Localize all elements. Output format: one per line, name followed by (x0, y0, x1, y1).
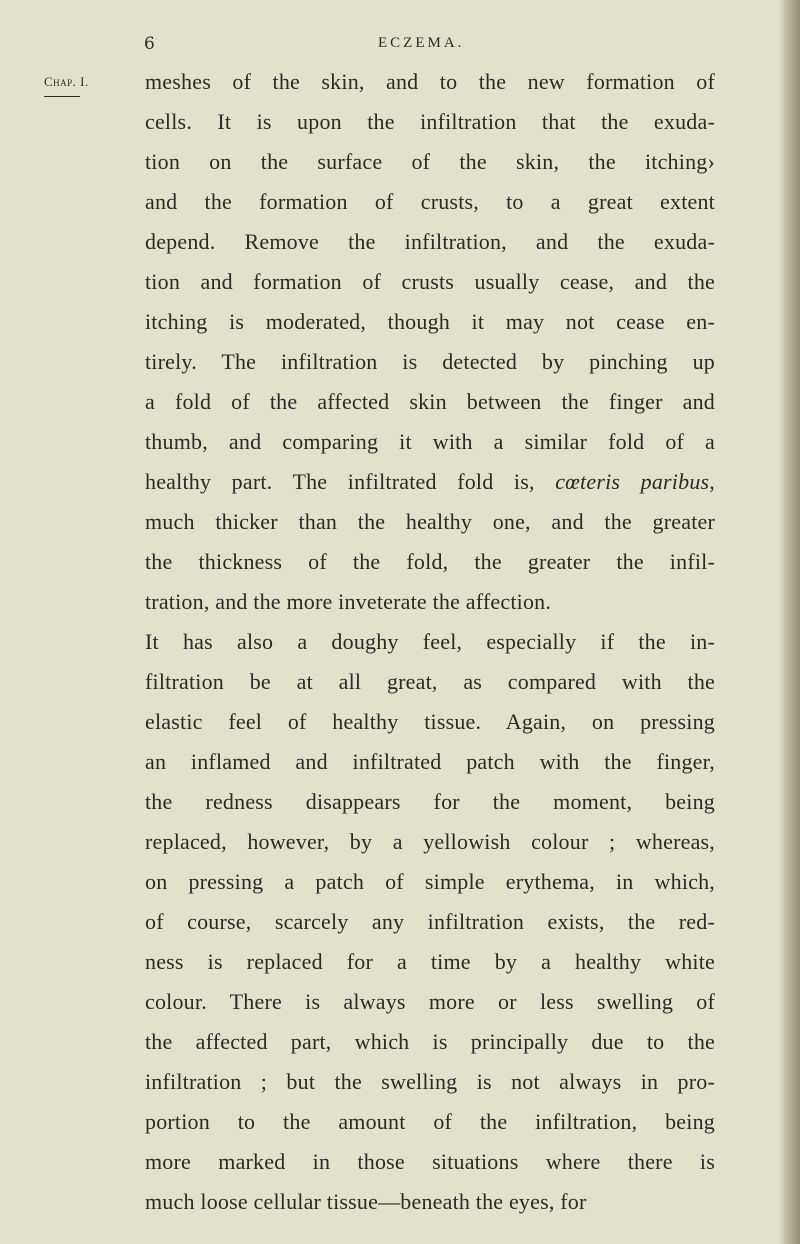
body-text (145, 62, 715, 1222)
text-line: cells. It is upon the infiltration that the exuda- (145, 109, 715, 134)
text-line: a fold of the affected skin between the finger and (145, 389, 715, 414)
text-line: elastic feel of healthy tissue. Again, on pressing (145, 709, 715, 734)
text-line: replaced, however, by a yellowish colour ; whereas, (145, 829, 715, 854)
text-line: much loose cellular tissue—beneath the eyes, for (145, 1189, 587, 1214)
text-line: meshes of the skin, and to the new formation of (145, 69, 715, 94)
text-line: the redness disappears for the moment, being (145, 789, 715, 814)
text-line: thumb, and comparing it with a similar fold of a (145, 429, 715, 454)
chapter-label-rule (44, 96, 80, 97)
text-line: colour. There is always more or less swelling of (145, 989, 715, 1014)
page-number: 6 (144, 34, 156, 54)
page-edge-shadow (778, 0, 800, 1244)
text-line-part: , (709, 469, 715, 494)
text-line: of course, scarcely any infiltration exists, the red- (145, 909, 715, 934)
text-line: infiltration ; but the swelling is not always in pro- (145, 1069, 715, 1094)
text-line-with-italic (145, 462, 715, 502)
text-line: the thickness of the fold, the greater the infil- (145, 549, 715, 574)
running-header (0, 34, 800, 58)
chapter-label: Chap. I. (44, 74, 89, 89)
text-line: It has also a doughy feel, especially if the in- (145, 629, 715, 654)
text-line-part: healthy part. The infiltrated fold is, (145, 469, 556, 494)
text-line: filtration be at all great, as compared with the (145, 669, 715, 694)
running-title: ECZEMA. (378, 35, 465, 51)
text-line: tration, and the more inveterate the affection. (145, 589, 552, 614)
text-line: tirely. The infiltration is detected by pinching up (145, 349, 715, 374)
text-line: tion and formation of crusts usually cease, and the (145, 269, 715, 294)
text-line: the affected part, which is principally due to the (145, 1029, 715, 1054)
italic-phrase: cœteris paribus (555, 469, 710, 494)
text-line: portion to the amount of the infiltration, being (145, 1109, 715, 1134)
text-line: an inflamed and infiltrated patch with the finger, (145, 749, 715, 774)
text-line: on pressing a patch of simple erythema, in which, (145, 869, 715, 894)
text-line: depend. Remove the infiltration, and the exuda- (145, 229, 715, 254)
text-line: ness is replaced for a time by a healthy white (145, 949, 715, 974)
text-line: itching is moderated, though it may not cease en- (145, 309, 715, 334)
text-line: much thicker than the healthy one, and the greater (145, 509, 715, 534)
text-line: and the formation of crusts, to a great extent (145, 189, 715, 214)
text-line: tion on the surface of the skin, the itching› (145, 149, 715, 174)
text-line: more marked in those situations where there is (145, 1149, 715, 1174)
